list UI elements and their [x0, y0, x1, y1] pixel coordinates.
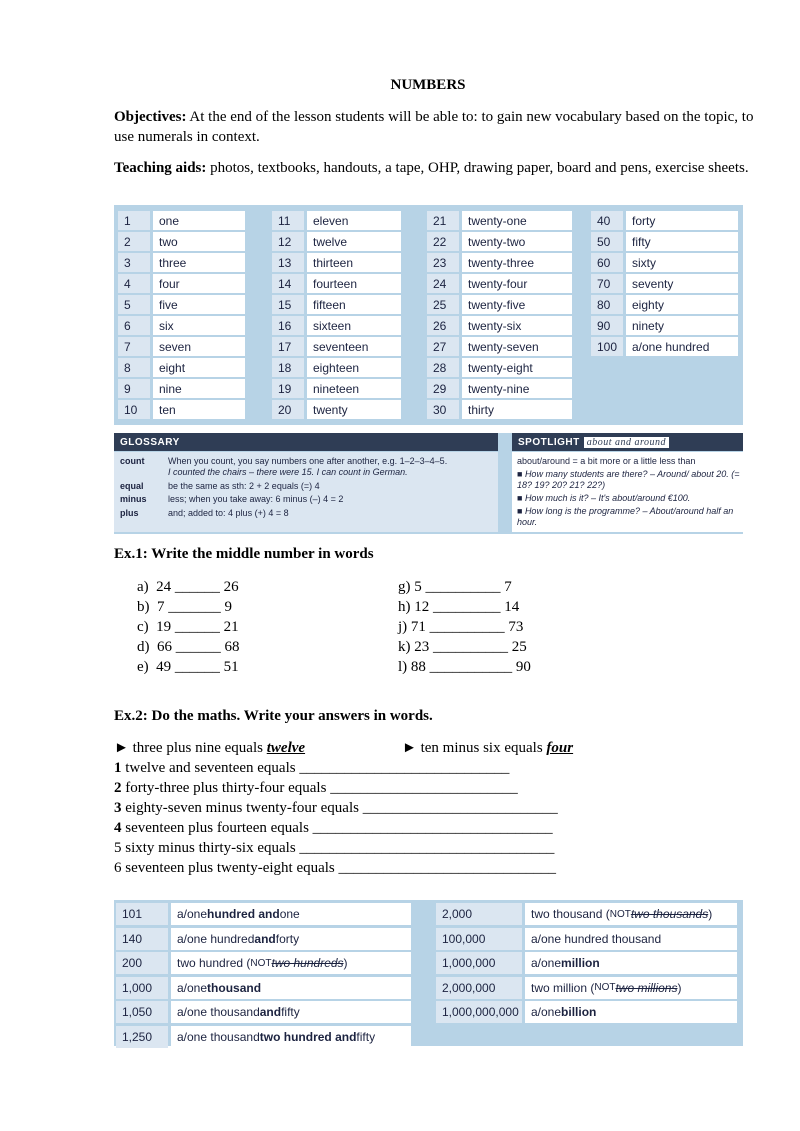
- big-number-word: two thousand ( NOT two thousands ): [525, 903, 737, 925]
- spotlight-bullet-2: ■ How much is it? – It's about/around €100.: [517, 493, 691, 503]
- number-word: twenty-two: [462, 232, 572, 251]
- number-row: [118, 252, 245, 273]
- big-number-digit: 1,000,000,000: [436, 1001, 522, 1023]
- big-number-row: [116, 952, 411, 974]
- number-word: seventeen: [307, 337, 401, 356]
- numbers-column: [272, 210, 401, 420]
- big-number-digit: 1,250: [116, 1026, 168, 1048]
- number-word: three: [153, 253, 245, 272]
- number-row: [591, 294, 738, 315]
- big-number-digit: 2,000: [436, 903, 522, 925]
- spotlight-heading: [512, 433, 743, 451]
- big-number-row: [436, 903, 737, 925]
- ex1-item: b) 7 _______ 9: [137, 599, 232, 615]
- number-digit: 15: [272, 295, 304, 314]
- number-row: [118, 315, 245, 336]
- ex1-heading: Ex.1: Write the middle number in words: [114, 546, 374, 562]
- glossary-heading: GLOSSARY: [114, 433, 498, 451]
- teaching-aids-text: photos, textbooks, handouts, a tape, OHP, drawing paper, board and pens, exercise sheets.: [206, 160, 749, 176]
- ex2-heading: Ex.2: Do the maths. Write your answers in words.: [114, 708, 433, 724]
- glossary-def-plus: and; added to: 4 plus (+) 4 = 8: [168, 508, 289, 518]
- big-number-word: a/one thousand two hundred and fifty: [171, 1026, 411, 1048]
- number-word: twenty-four: [462, 274, 572, 293]
- big-number-word: a/one thousand: [171, 977, 411, 999]
- number-word: four: [153, 274, 245, 293]
- big-number-digit: 1,000: [116, 977, 168, 999]
- number-digit: 1: [118, 211, 150, 230]
- ex1-item: g) 5 __________ 7: [398, 579, 512, 595]
- number-digit: 22: [427, 232, 459, 251]
- number-row: [272, 399, 401, 420]
- number-row: [118, 378, 245, 399]
- number-row: [118, 399, 245, 420]
- big-number-row: [116, 903, 411, 925]
- number-digit: 24: [427, 274, 459, 293]
- glossary-term-equal: equal: [120, 481, 144, 491]
- teaching-aids-paragraph: [114, 158, 754, 178]
- big-number-word: a/one hundred thousand: [525, 928, 737, 950]
- number-word: twenty-five: [462, 295, 572, 314]
- big-number-digit: 140: [116, 928, 168, 950]
- ex2-example-2-answer: four: [546, 740, 574, 756]
- number-word: eleven: [307, 211, 401, 230]
- big-number-digit: 1,000,000: [436, 952, 522, 974]
- number-digit: 7: [118, 337, 150, 356]
- ex1-item: d) 66 ______ 68: [137, 639, 240, 655]
- number-row: [427, 336, 572, 357]
- number-word: twenty-eight: [462, 358, 572, 377]
- number-digit: 16: [272, 316, 304, 335]
- number-row: [118, 357, 245, 378]
- ex1-item: c) 19 ______ 21: [137, 619, 239, 635]
- number-digit: 9: [118, 379, 150, 398]
- number-word: ten: [153, 400, 245, 419]
- number-row: [427, 357, 572, 378]
- number-word: twenty-one: [462, 211, 572, 230]
- ex1-item: e) 49 ______ 51: [137, 659, 239, 675]
- ex1-item: j) 71 __________ 73: [398, 619, 524, 635]
- big-number-word: two hundred ( NOT two hundreds ): [171, 952, 411, 974]
- big-number-row: [116, 977, 411, 999]
- number-word: nineteen: [307, 379, 401, 398]
- ex2-item: 5 sixty minus thirty-six equals __________________________________: [114, 840, 555, 856]
- number-row: [591, 315, 738, 336]
- number-word: twenty-six: [462, 316, 572, 335]
- number-row: [427, 378, 572, 399]
- number-digit: 3: [118, 253, 150, 272]
- number-digit: 18: [272, 358, 304, 377]
- number-row: [591, 252, 738, 273]
- big-number-digit: 100,000: [436, 928, 522, 950]
- number-word: six: [153, 316, 245, 335]
- number-word: fourteen: [307, 274, 401, 293]
- number-digit: 30: [427, 400, 459, 419]
- number-row: [272, 210, 401, 231]
- numbers-column: [427, 210, 572, 420]
- number-word: a/one hundred: [626, 337, 738, 356]
- page-title: NUMBERS: [390, 77, 466, 93]
- number-digit: 25: [427, 295, 459, 314]
- number-row: [272, 294, 401, 315]
- bullet-icon: ■: [517, 493, 525, 503]
- number-row: [272, 231, 401, 252]
- spotlight-bullet-1: ■ How many students are there? – Around/ about 20. (= 18? 19? 20? 21? 22?): [517, 469, 740, 490]
- ex2-example-2: ► ten minus six equals four: [402, 740, 574, 756]
- number-digit: 10: [118, 400, 150, 419]
- ex2-item: 3 eighty-seven minus twenty-four equals __________________________: [114, 800, 558, 816]
- number-digit: 60: [591, 253, 623, 272]
- big-number-row: [116, 1026, 411, 1048]
- number-row: [427, 252, 572, 273]
- number-digit: 100: [591, 337, 623, 356]
- number-row: [427, 210, 572, 231]
- numbers-table: [114, 205, 743, 425]
- big-number-word: a/one billion: [525, 1001, 737, 1023]
- number-word: twenty: [307, 400, 401, 419]
- number-digit: 90: [591, 316, 623, 335]
- number-row: [272, 378, 401, 399]
- number-row: [118, 273, 245, 294]
- number-row: [272, 315, 401, 336]
- big-number-row: [436, 952, 737, 974]
- number-word: forty: [626, 211, 738, 230]
- number-word: fifty: [626, 232, 738, 251]
- number-digit: 27: [427, 337, 459, 356]
- big-number-row: [116, 1001, 411, 1023]
- number-digit: 29: [427, 379, 459, 398]
- number-digit: 26: [427, 316, 459, 335]
- number-word: nine: [153, 379, 245, 398]
- number-digit: 13: [272, 253, 304, 272]
- big-number-word: a/one thousand and fifty: [171, 1001, 411, 1023]
- number-row: [591, 231, 738, 252]
- number-digit: 4: [118, 274, 150, 293]
- number-row: [118, 336, 245, 357]
- ex1-left-column: [137, 577, 240, 677]
- number-word: one: [153, 211, 245, 230]
- big-number-word: a/one hundred and one: [171, 903, 411, 925]
- number-word: twenty-seven: [462, 337, 572, 356]
- number-digit: 40: [591, 211, 623, 230]
- spotlight-definition: about/around = a bit more or a little less than: [517, 456, 696, 466]
- big-number-word: a/one million: [525, 952, 737, 974]
- teaching-aids-label: Teaching aids:: [114, 160, 207, 176]
- number-word: sixty: [626, 253, 738, 272]
- big-number-digit: 1,050: [116, 1001, 168, 1023]
- number-word: twelve: [307, 232, 401, 251]
- number-row: [427, 294, 572, 315]
- ex2-item: 6 seventeen plus twenty-eight equals _____________________________: [114, 860, 557, 876]
- bullet-icon: ■: [517, 469, 525, 479]
- big-number-digit: 200: [116, 952, 168, 974]
- number-row: [118, 294, 245, 315]
- number-digit: 19: [272, 379, 304, 398]
- big-number-digit: 101: [116, 903, 168, 925]
- big-number-row: [436, 1001, 737, 1023]
- number-word: sixteen: [307, 316, 401, 335]
- number-row: [427, 399, 572, 420]
- big-number-row: [436, 928, 737, 950]
- spotlight-heading-label: SPOTLIGHT: [518, 436, 580, 448]
- big-number-row: [436, 977, 737, 999]
- number-word: ninety: [626, 316, 738, 335]
- number-digit: 23: [427, 253, 459, 272]
- number-row: [427, 273, 572, 294]
- ex2-example-1: ► three plus nine equals twelve: [114, 740, 306, 756]
- ex2-items: [114, 758, 558, 878]
- ex1-right-column: [398, 577, 531, 677]
- number-word: two: [153, 232, 245, 251]
- glossary-term-plus: plus: [120, 508, 139, 518]
- number-word: twenty-three: [462, 253, 572, 272]
- number-digit: 5: [118, 295, 150, 314]
- big-number-word: two million ( NOT two millions ): [525, 977, 737, 999]
- number-digit: 6: [118, 316, 150, 335]
- number-word: seven: [153, 337, 245, 356]
- number-row: [118, 231, 245, 252]
- number-digit: 20: [272, 400, 304, 419]
- number-digit: 17: [272, 337, 304, 356]
- number-digit: 28: [427, 358, 459, 377]
- number-word: fifteen: [307, 295, 401, 314]
- objectives-paragraph: [114, 107, 754, 147]
- number-digit: 50: [591, 232, 623, 251]
- numbers-column: [118, 210, 245, 420]
- number-word: five: [153, 295, 245, 314]
- objectives-label: Objectives:: [114, 109, 187, 125]
- ex1-item: l) 88 ___________ 90: [398, 659, 531, 675]
- ex2-item: 4 seventeen plus fourteen equals ________________________________: [114, 820, 553, 836]
- ex1-item: k) 23 __________ 25: [398, 639, 527, 655]
- number-word: eighty: [626, 295, 738, 314]
- number-row: [591, 336, 738, 357]
- ex1-item: h) 12 _________ 14: [398, 599, 520, 615]
- ex2-item: 2 forty-three plus thirty-four equals _________________________: [114, 780, 518, 796]
- glossary-term-minus: minus: [120, 494, 147, 504]
- number-word: eight: [153, 358, 245, 377]
- numbers-column: [591, 210, 738, 357]
- number-row: [591, 210, 738, 231]
- glossary-example-count: I counted the chairs – there were 15. I can count in German.: [168, 467, 408, 477]
- number-row: [427, 315, 572, 336]
- big-number-row: [116, 928, 411, 950]
- number-word: seventy: [626, 274, 738, 293]
- number-row: [272, 273, 401, 294]
- number-row: [272, 357, 401, 378]
- number-digit: 21: [427, 211, 459, 230]
- big-number-digit: 2,000,000: [436, 977, 522, 999]
- number-digit: 80: [591, 295, 623, 314]
- spotlight-bullet-3: ■ How long is the programme? – About/around half an hour.: [517, 506, 734, 527]
- number-digit: 12: [272, 232, 304, 251]
- number-digit: 14: [272, 274, 304, 293]
- number-digit: 8: [118, 358, 150, 377]
- number-word: thirty: [462, 400, 572, 419]
- number-row: [272, 252, 401, 273]
- glossary-def-minus: less; when you take away: 6 minus (–) 4 = 2: [168, 494, 344, 504]
- glossary-def-equal: be the same as sth: 2 + 2 equals (=) 4: [168, 481, 320, 491]
- number-word: twenty-nine: [462, 379, 572, 398]
- bullet-icon: ■: [517, 506, 525, 516]
- ex2-item: 1 twelve and seventeen equals ____________________________: [114, 760, 510, 776]
- spotlight-heading-tag: about and around: [584, 437, 669, 448]
- number-digit: 2: [118, 232, 150, 251]
- ex1-item: a) 24 ______ 26: [137, 579, 239, 595]
- number-digit: 70: [591, 274, 623, 293]
- glossary-term-count: count: [120, 456, 145, 466]
- glossary-def-count: When you count, you say numbers one after another, e.g. 1–2–3–4–5.: [168, 456, 448, 466]
- ex2-example-1-answer: twelve: [266, 740, 306, 756]
- number-word: eighteen: [307, 358, 401, 377]
- number-row: [427, 231, 572, 252]
- number-row: [118, 210, 245, 231]
- objectives-text: At the end of the lesson students will be able to: to gain new vocabulary based on the topic, to use numerals in context.: [114, 109, 754, 145]
- glossary-box: [114, 433, 743, 534]
- big-number-word: a/one hundred and forty: [171, 928, 411, 950]
- big-numbers-table: [114, 900, 743, 1046]
- number-digit: 11: [272, 211, 304, 230]
- number-word: thirteen: [307, 253, 401, 272]
- number-row: [272, 336, 401, 357]
- number-row: [591, 273, 738, 294]
